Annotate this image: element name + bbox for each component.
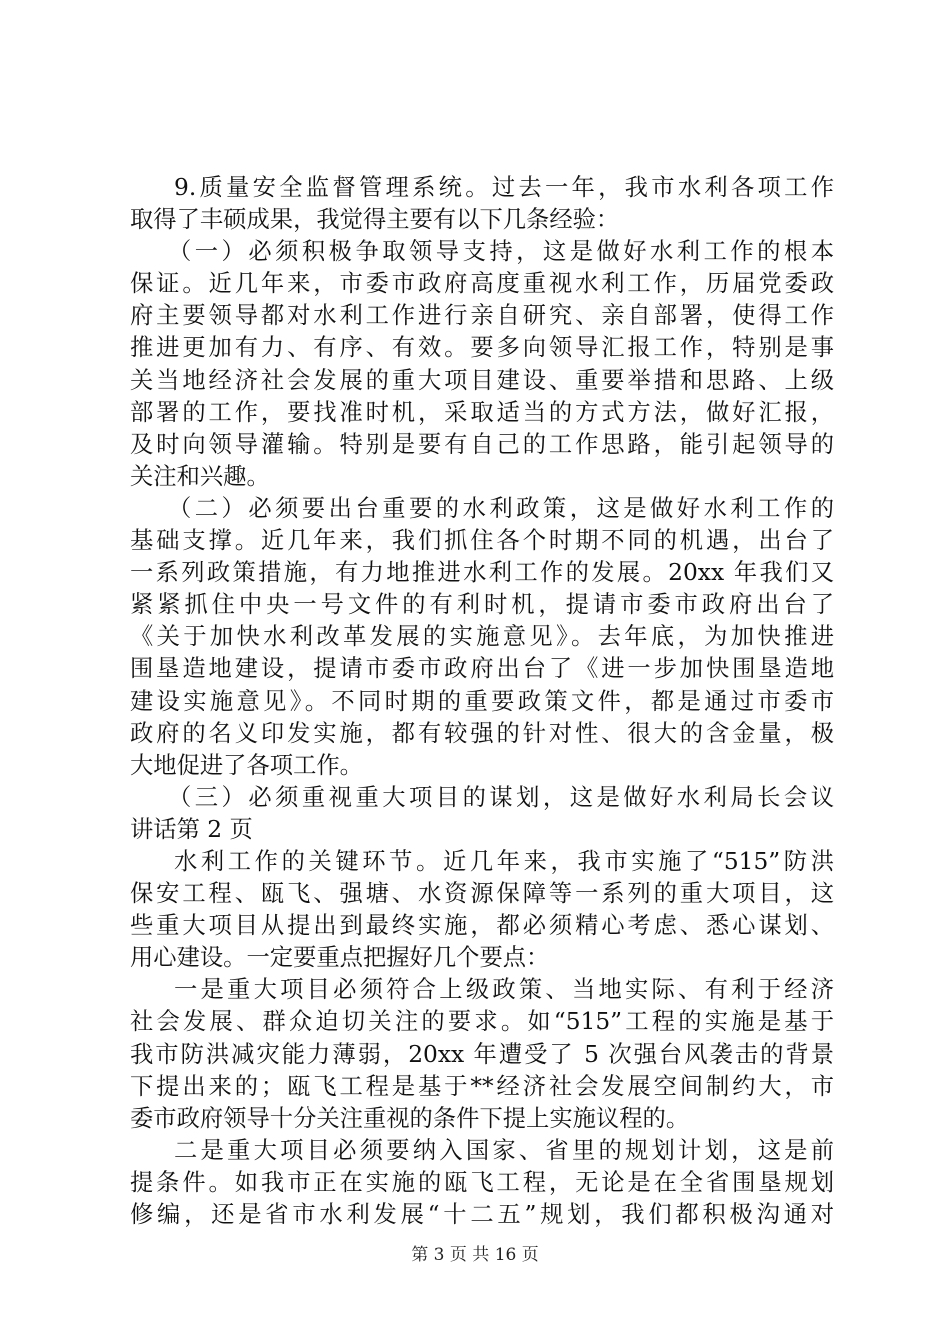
text-line: 建设实施意见》。不同时期的重要政策文件，都是通过市委市 [130,687,834,715]
text-line: 关注和兴趣。 [130,462,270,490]
text-line: 社会发展、群众迫切关注的要求。如“515”工程的实施是基于 [130,1008,834,1036]
text-line: 讲话第 2 页 [130,815,253,843]
text-line: 取得了丰硕成果，我觉得主要有以下几条经验： [130,206,620,234]
text-line: 水利工作的关键环节。近几年来，我市实施了“515”防洪 [174,847,834,875]
text-line: 9.质量安全监督管理系统。过去一年，我市水利各项工作 [174,174,834,201]
text-line: （三）必须重视重大项目的谋划，这是做好水利局长会议 [168,783,834,811]
text-line: 些重大项目从提出到最终实施，都必须精心考虑、悉心谋划、 [130,912,834,940]
text-line: 保安工程、瓯飞、强塘、水资源保障等一系列的重大项目，这 [130,880,834,908]
text-line: 基础支撑。近几年来，我们抓住各个时期不同的机遇，出台了 [130,527,834,555]
text-line: 及时向领导灌输。特别是要有自己的工作思路，能引起领导的 [130,430,834,458]
text-line: 推进更加有力、有序、有效。要多向领导汇报工作，特别是事 [130,334,834,362]
text-line: 用心建设。一定要重点把握好几个要点： [130,944,550,972]
text-line: 一系列政策措施，有力地推进水利工作的发展。20xx 年我们又 [130,559,834,587]
page-footer: 第 3 页 共 16 页 [411,1245,539,1265]
text-line: 政府的名义印发实施，都有较强的针对性、很大的含金量，极 [130,719,834,747]
text-line: 保证。近几年来，市委市政府高度重视水利工作，历届党委政 [130,270,834,298]
text-line: 围垦造地建设，提请市委市政府出台了《进一步加快围垦造地 [130,655,834,683]
text-line: 大地促进了各项工作。 [130,751,363,779]
text-line: 府主要领导都对水利工作进行亲自研究、亲自部署，使得工作 [130,302,834,330]
text-line: 《关于加快水利改革发展的实施意见》。去年底，为加快推进 [130,623,834,651]
text-line: 下提出来的；瓯飞工程是基于**经济社会发展空间制约大，市 [130,1072,834,1100]
text-line: 关当地经济社会发展的重大项目建设、重要举措和思路、上级 [130,366,834,394]
document-body [130,172,834,1231]
text-line: 修编，还是省市水利发展“十二五”规划，我们都积极沟通对 [130,1201,834,1228]
text-line: 委市政府领导十分关注重视的条件下提上实施议程的。 [130,1104,690,1132]
text-line: 提条件。如我市正在实施的瓯飞工程，无论是在全省围垦规划 [130,1168,834,1196]
text-line: （一）必须积极争取领导支持，这是做好水利工作的根本 [168,238,834,266]
text-line: 紧紧抓住中央一号文件的有利时机，提请市委市政府出台了 [130,591,834,619]
text-line: 一是重大项目必须符合上级政策、当地实际、有利于经济 [174,976,834,1004]
text-line: 我市防洪减灾能力薄弱，20xx 年遭受了 5 次强台风袭击的背景 [130,1040,834,1068]
text-line: 二是重大项目必须要纳入国家、省里的规划计划，这是前 [174,1136,834,1164]
text-line: 部署的工作，要找准时机，采取适当的方式方法，做好汇报， [130,398,834,426]
text-line: （二）必须要出台重要的水利政策，这是做好水利工作的 [168,494,834,522]
